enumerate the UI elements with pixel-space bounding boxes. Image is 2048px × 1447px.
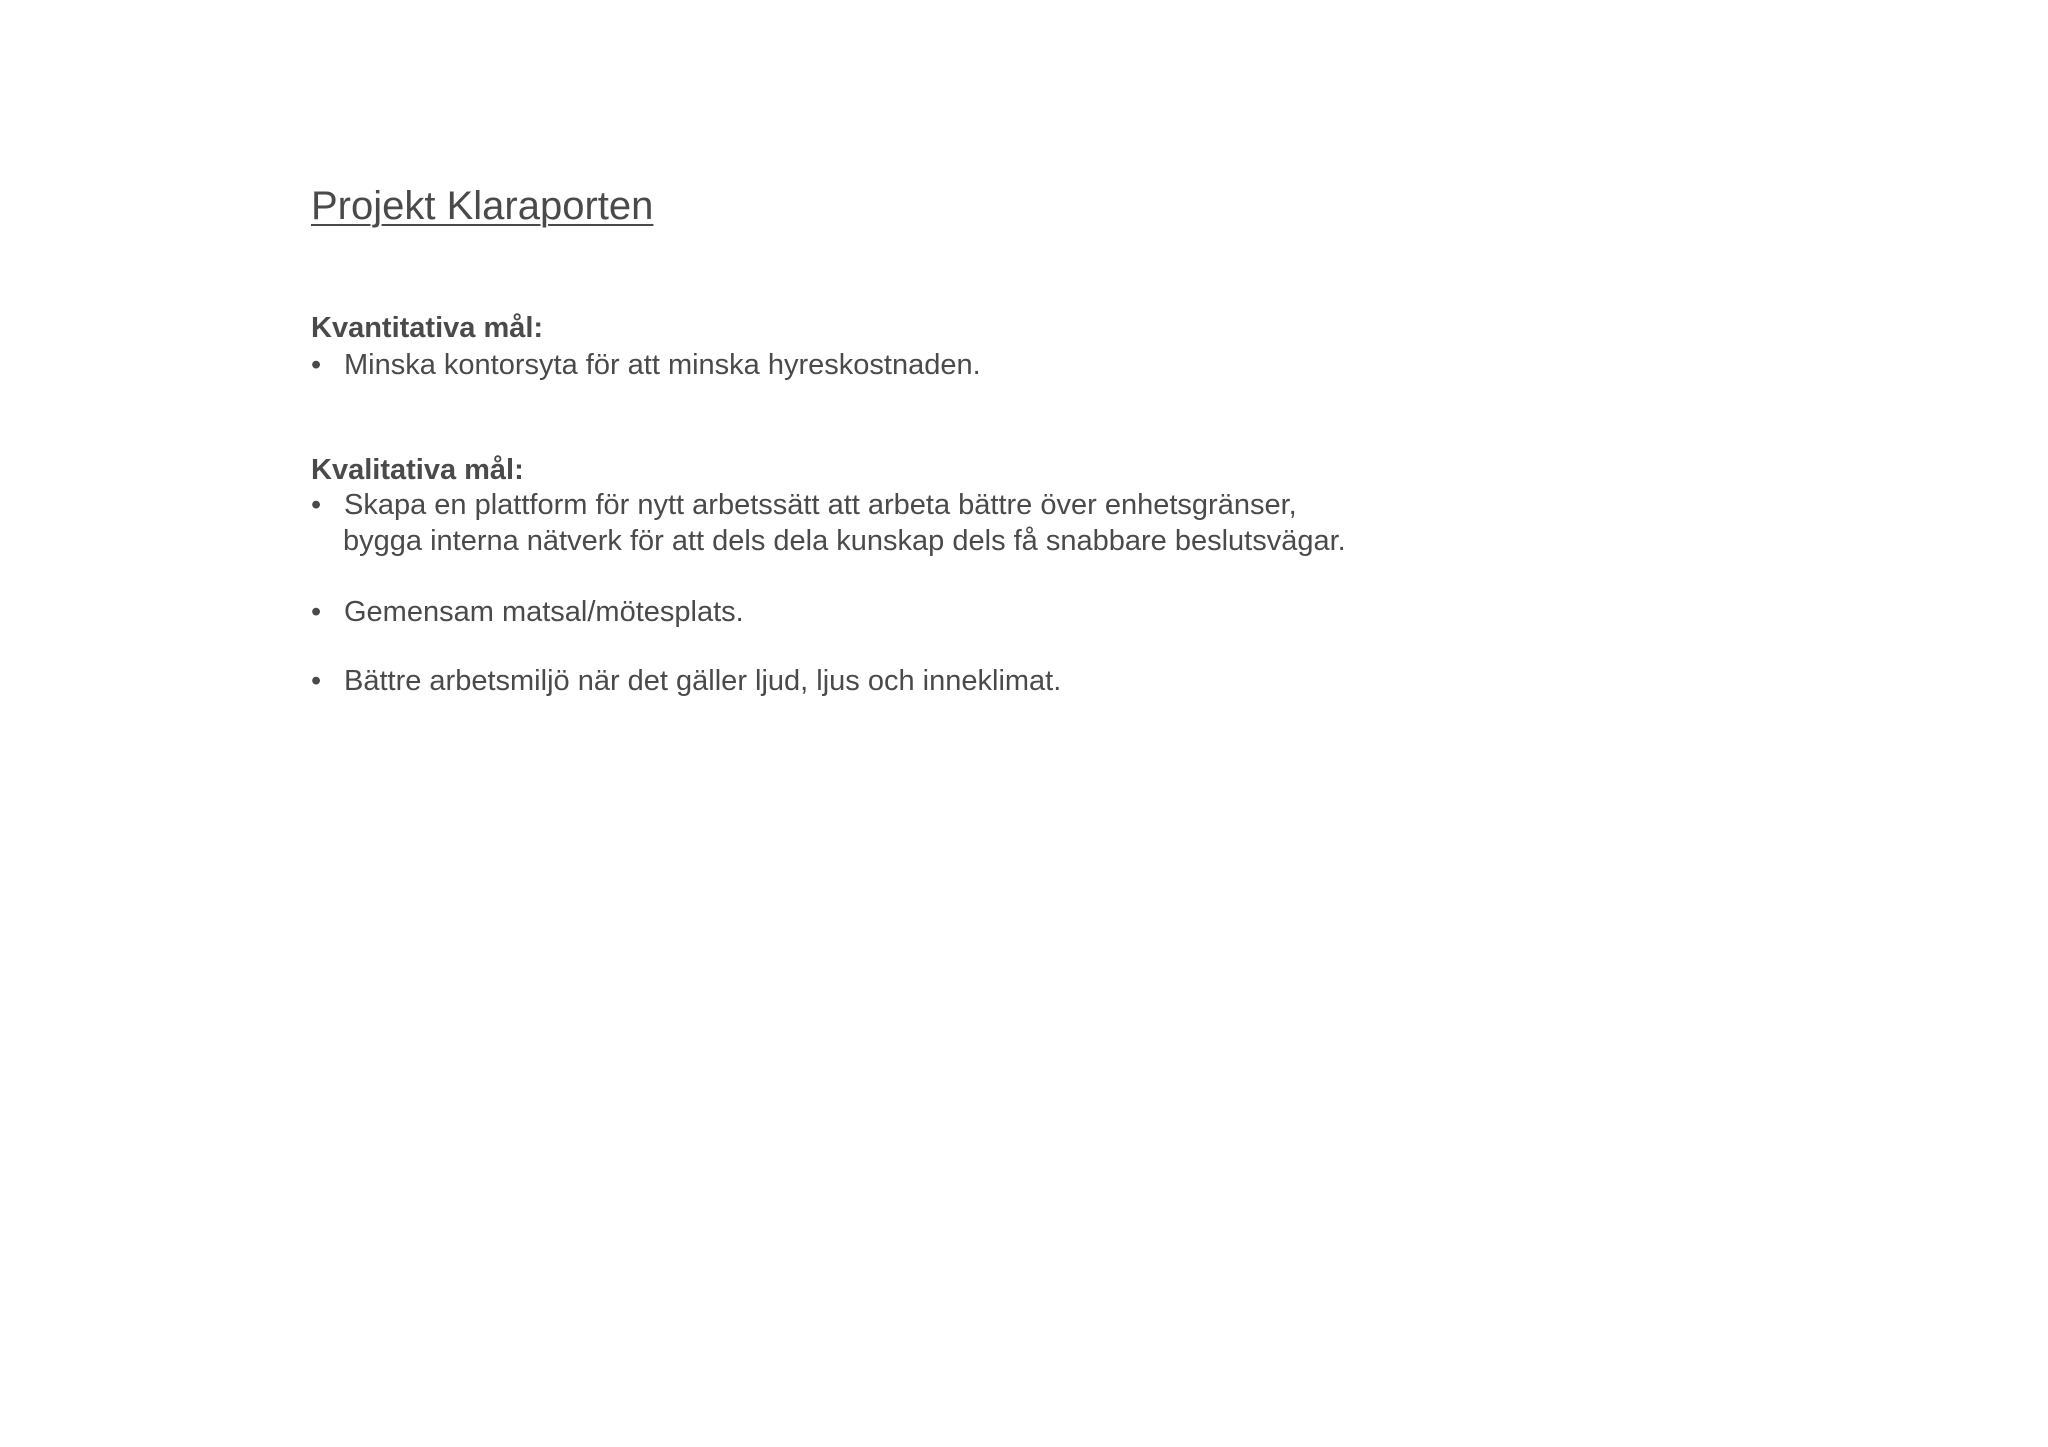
qualitative-goal-text: Skapa en plattform för nytt arbetssätt att arbeta bättre över enhetsgränser, xyxy=(344,489,1297,521)
qualitative-goal-text: Gemensam matsal/mötesplats. xyxy=(344,596,744,628)
bullet-icon: • xyxy=(311,596,322,628)
qualitative-goal-item xyxy=(311,487,1297,523)
qualitative-goal-continuation: bygga interna nätverk för att dels dela kunskap dels få snabbare beslutsvägar. xyxy=(343,525,1346,557)
bullet-icon: • xyxy=(311,489,322,521)
qualitative-goal-text: Bättre arbetsmiljö när det gäller ljud, ljus och inneklimat. xyxy=(344,665,1062,697)
quantitative-goals-heading: Kvantitativa mål: xyxy=(311,312,544,344)
document-title: Projekt Klaraporten xyxy=(311,184,654,228)
quantitative-goal-text: Minska kontorsyta för att minska hyreskostnaden. xyxy=(344,349,981,381)
qualitative-goal-item xyxy=(311,594,744,630)
bullet-icon: • xyxy=(311,349,322,381)
qualitative-goal-item xyxy=(311,663,1061,699)
quantitative-goal-item xyxy=(311,347,981,383)
bullet-icon: • xyxy=(311,665,322,697)
qualitative-goals-heading: Kvalitativa mål: xyxy=(311,454,524,486)
